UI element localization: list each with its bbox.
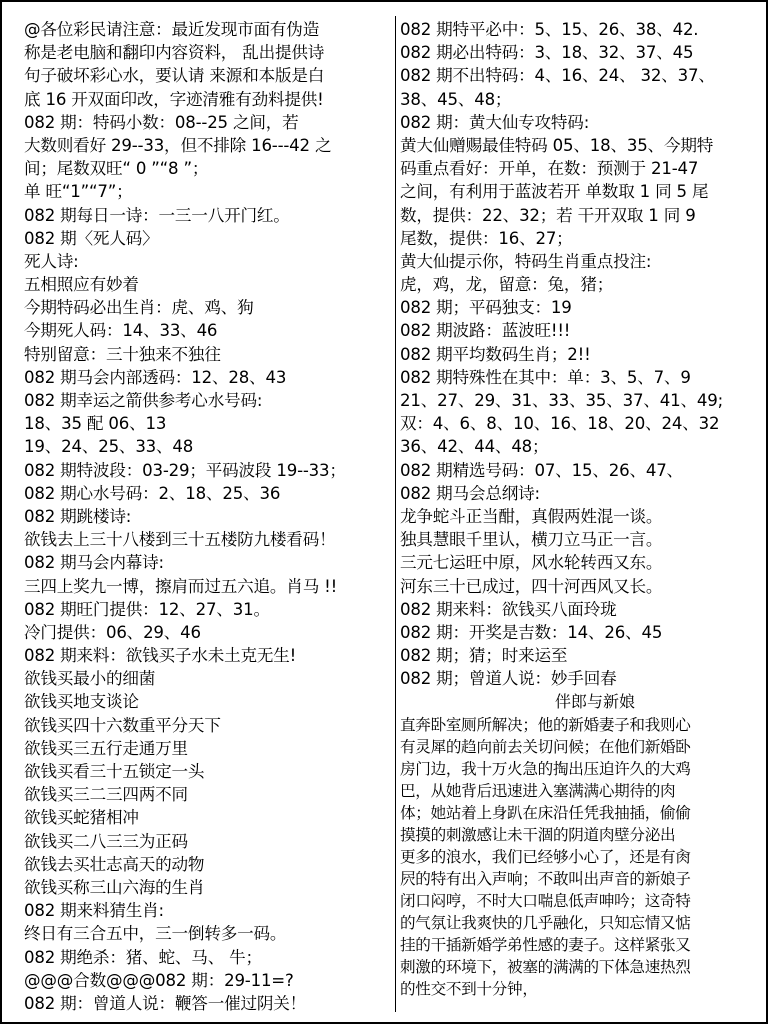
left-line-16: 082 期马会内部透码：12、28、43 (24, 367, 287, 387)
right-line-28: 082 期；猜；时来运至 (400, 646, 568, 666)
left-line-13: 今期特码必出生肖：虎、鸡、狗 (24, 298, 254, 318)
right-line-17: 21、27、29、31、33、35、37、41、49; (400, 391, 723, 410)
left-line-10: 082 期〈死人码〉 (24, 228, 159, 248)
right-line-15: 082 期平均数码生肖；2!! (400, 344, 591, 364)
left-line-23: 欲钱去上三十八楼到三十五楼防九楼看码！ (24, 530, 336, 550)
left-line-19: 19、24、25、33、48 (24, 437, 194, 457)
right-line-11: 黄大仙提示你，特码生肖重点投注: (400, 251, 652, 271)
left-line-2: 称是老电脑和翻印内容资料， 乱出提供诗 (24, 43, 325, 63)
right-line-23: 独具慧眼千里认，横刀立马正一言。 (400, 530, 663, 550)
left-line-24: 082 期马会内幕诗: (24, 553, 164, 573)
left-line-4: 底 16 开双面印改，字迹清雅有劲料提供! (24, 89, 324, 109)
left-column (24, 18, 392, 1015)
left-line-37: 欲钱去买壮志高天的动物 (24, 854, 205, 874)
left-line-18: 18、35 配 06、13 (24, 414, 167, 434)
left-line-7: 间；尾数双旺“ 0 ”“8 ”； (24, 159, 209, 179)
right-column (400, 18, 750, 1000)
story-title: 伴郎与新娘 (554, 692, 635, 712)
left-line-34: 欲钱买三二三四两不同 (24, 785, 188, 805)
left-line-43: 082 期：曾道人说：鞭答一催过阴关！ (24, 993, 307, 1013)
left-line-25: 三四上奖九一博，擦肩而过五六追。肖马 !! (24, 576, 338, 596)
left-line-3: 句子破坏彩心水，要认请 来源和本版是白 (24, 66, 325, 86)
right-line-8: 之间，有利用于蓝波若开 单数取 1 同 5 尾 (400, 182, 709, 202)
story-line-1: 直奔卧室厕所解决；他的新婚妻子和我则心 (400, 716, 691, 735)
left-line-9: 082 期每日一诗：一三一八开门红。 (24, 205, 290, 225)
left-line-8: 单 旺“1”“7”； (24, 182, 133, 202)
left-line-39: 082 期来料猜生肖: (24, 901, 164, 921)
left-line-21: 082 期心水号码：2、18、25、36 (24, 483, 281, 503)
right-line-27: 082 期：开奖是吉数：14、26、45 (400, 622, 663, 642)
left-line-6: 大数则看好 29--33，但不排除 16---42 之 (24, 135, 332, 155)
right-line-4: 38、45、48； (400, 89, 512, 109)
right-line-26: 082 期来料：欲钱买八面玲珑 (400, 599, 617, 619)
story-line-9: 闭口闷哼，不时大口喘息低声呻吟；这奇特 (400, 892, 691, 911)
left-line-26: 082 期旺门提供：12、27、31。 (24, 599, 270, 619)
right-line-5: 082 期：黄大仙专攻特码: (400, 112, 590, 132)
story-line-13: 的性交不到十分钟， (400, 980, 538, 999)
left-line-11: 死人诗: (24, 251, 79, 271)
left-line-22: 082 期跳楼诗: (24, 506, 132, 526)
story-line-8: 屄的特有出入声响；不敢叫出声音的新娘子 (400, 870, 691, 889)
right-line-7: 码重点看好：开单，在数：预测于 21-47 (400, 159, 699, 179)
right-line-19: 36、42、44、48； (400, 437, 549, 457)
left-line-32: 欲钱买三五行走通万里 (24, 738, 188, 758)
left-line-17: 082 期幸运之箭供参考心水号码: (24, 391, 263, 410)
right-line-24: 三元七运旺中原，风水轮转西又东。 (400, 553, 663, 573)
story-text (400, 714, 750, 1000)
right-line-3: 082 期不出特码：4、16、24、 32、37、 (400, 66, 715, 86)
right-line-18: 双：4、6、8、10、16、18、20、24、32 (400, 414, 720, 434)
left-line-1: @各位彩民请注意：最近发现市面有伪造 (24, 20, 320, 39)
left-line-33: 欲钱买看三十五锁定一头 (24, 762, 205, 781)
left-line-31: 欲钱买四十六数重平分天下 (24, 715, 221, 735)
left-line-15: 特别留意：三十独来不独往 (24, 344, 221, 364)
right-line-14: 082 期波路：蓝波旺!!! (400, 321, 571, 341)
right-line-16: 082 期特殊性在其中：单：3、5、7、9 (400, 367, 691, 387)
right-line-1: 082 期特平必中：5、15、26、38、42. (400, 20, 699, 39)
right-line-6: 黄大仙赠赐最佳特码 05、18、35、今期特 (400, 135, 714, 155)
right-line-10: 尾数，提供：16、27； (400, 228, 573, 248)
right-line-2: 082 期必出特码：3、18、32、37、45 (400, 43, 694, 63)
story-line-6: 摸摸的刺激感让未干涸的阴道肉壁分泌出 (400, 826, 676, 845)
left-line-40: 终日有三合五中，三一倒转多一码。 (24, 924, 287, 944)
right-line-21: 082 期马会总纲诗: (400, 483, 540, 503)
left-line-29: 欲钱买最小的细菌 (24, 669, 156, 689)
left-line-28: 082 期来料：欲钱买子水未土克无生! (24, 646, 297, 666)
story-line-12: 刺激的环境下，被塞的满满的下体急速热烈 (400, 958, 691, 977)
column-divider (395, 16, 396, 1012)
right-line-20: 082 期精选号码：07、15、26、47、 (400, 460, 683, 480)
right-line-29: 082 期；曾道人说：妙手回春 (400, 669, 617, 689)
story-line-3: 房门边，我十万火急的掏出压迫许久的大鸡 (400, 760, 691, 779)
right-line-25: 河东三十已成过，四十河西风又长。 (400, 576, 663, 596)
left-line-20: 082 期特波段：03-29；平码波段 19--33； (24, 460, 346, 480)
left-line-27: 冷门提供：06、29、46 (24, 622, 201, 642)
story-line-2: 有灵犀的趋向前去关切问候；在他们新婚卧 (400, 738, 691, 757)
left-line-41: 082 期绝杀：猪、蛇、马、 牛； (24, 947, 262, 967)
right-line-12: 虎，鸡，龙，留意：兔，猪； (400, 275, 614, 295)
left-line-30: 欲钱买地支谈论 (24, 692, 139, 712)
left-line-5: 082 期：特码小数：08--25 之间，若 (24, 112, 299, 132)
left-line-35: 欲钱买蛇猪相冲 (24, 808, 139, 828)
story-line-4: 巴，从她背后迅速进入塞满满心期待的肉 (400, 782, 676, 801)
left-line-42: @@@合数@@@082 期：29-11=? (24, 970, 294, 990)
story-line-5: 体；她站着上身趴在床沿任凭我抽插，偷偷 (400, 804, 691, 823)
left-line-38: 欲钱买称三山六海的生肖 (24, 877, 205, 897)
left-line-14: 今期死人码：14、33、46 (24, 321, 218, 341)
story-line-11: 挂的干插新婚学弟性感的妻子。这样紧张又 (400, 936, 691, 955)
right-column-lines (400, 18, 750, 690)
right-line-9: 数，提供：22、32；若 干开双取 1 同 9 (400, 205, 696, 225)
left-line-36: 欲钱买二八三三为正码 (24, 831, 188, 851)
left-line-12: 五相照应有妙着 (24, 275, 139, 295)
right-line-22: 龙争蛇斗正当酣，真假两姓混一谈。 (400, 506, 663, 526)
story-line-7: 更多的浪水，我们已经够小心了，还是有肏 (400, 848, 691, 867)
right-line-13: 082 期；平码独支：19 (400, 298, 572, 318)
story-line-10: 的气氛让我爽快的几乎融化，只知忘情又惦 (400, 914, 691, 933)
